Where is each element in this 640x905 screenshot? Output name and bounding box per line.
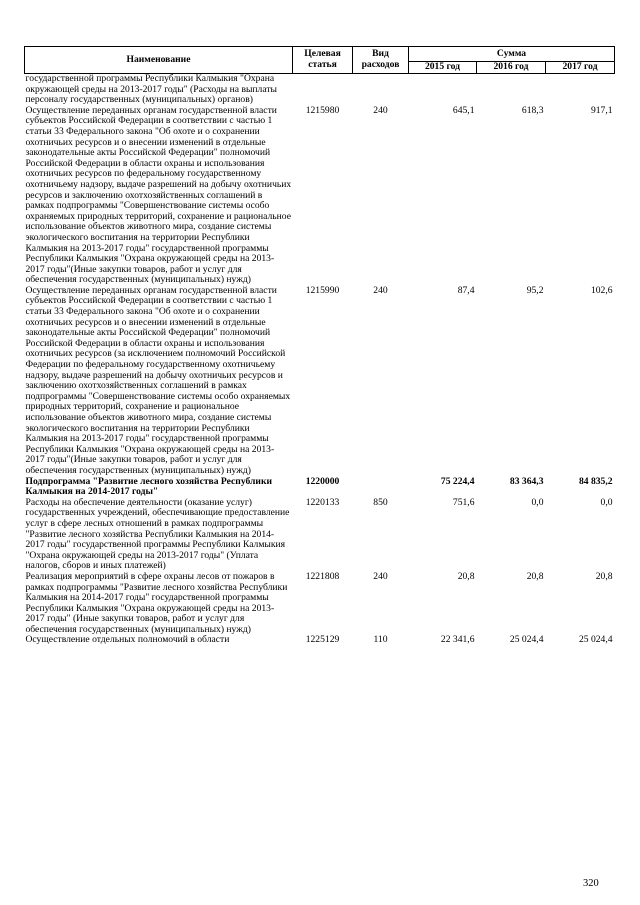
row-2015: 75 224,4	[440, 475, 475, 487]
row-2017: 25 024,4	[578, 634, 613, 646]
row-name: Подпрограмма "Развитие лесного хозяйства Республики Калмыкия на 2014-2017 годы"	[25, 475, 273, 498]
row-code: 1225129	[305, 634, 340, 646]
row-2017	[546, 74, 615, 106]
row-code: 1220000	[305, 475, 340, 487]
header-vid-line1: Вид	[372, 48, 389, 60]
header-code-line2: статья	[308, 59, 337, 70]
row-2016: 0,0	[531, 496, 544, 508]
row-name: Реализация мероприятий в сфере охраны лесов от пожаров в рамках подпрограммы "Развитие лесного хозяйства Республики Калмыкия на 2014-2017 годы" государственной программы Республики Калмыкия "Охрана окружающей среды на 2013-2017 годы" (Иные закупки товаров, работ и услуг для обеспечения государственных (муниципальных) нужд)	[25, 570, 288, 635]
table-row	[25, 106, 615, 286]
row-name: Осуществление отдельных полномочий в области	[25, 634, 230, 646]
row-2015: 22 341,6	[440, 634, 475, 646]
row-code: 1220133	[305, 496, 340, 508]
row-vid	[353, 477, 409, 498]
row-2015: 87,4	[457, 284, 475, 296]
header-2016: 2016 год	[477, 62, 546, 74]
row-name: Осуществление переданных органам государственной власти субъектов Российской Федерации в соответствии с частью 1 статьи 33 Федерального закона "Об охоте и о сохранении охотничьих ресурсов и о внесении изменений в отдельные законодательные акты Российской Федерации" полномочий Российской Федерации в области охраны и использования охотничьих ресурсов (за исключением полномочий Российской Федерации по федеральному государственному охотничьему надзору, выдаче разрешений на добычу охотничьих ресурсов и заключению охотхозяйственных соглашений в рамках подпрограммы "Совершенствование системы особо охраняемых природных территорий, сохранение и рациональное использование объектов животного мира, создание системы экологического воспитания на территории Республики Калмыкия на 2013-2017 годы" государственной программы Республики Калмыкия "Охрана окружающей среды на 2013-2017 годы"(Иные закупки товаров, работ и услуг для обеспечения государственных (муниципальных) нужд)	[25, 284, 291, 476]
row-code: 1221808	[305, 570, 340, 582]
row-code	[293, 74, 353, 106]
budget-table	[24, 46, 615, 646]
table-row	[25, 477, 615, 498]
page-number: 320	[583, 878, 599, 889]
row-vid: 850	[373, 496, 388, 508]
row-2016: 25 024,4	[509, 634, 544, 646]
row-2015: 645,1	[452, 104, 475, 116]
header-vid-line2: расходов	[361, 59, 400, 70]
row-vid: 240	[373, 284, 388, 296]
row-code: 1215990	[305, 284, 340, 296]
row-name: Осуществление переданных органам государственной власти субъектов Российской Федерации в соответствии с частью 1 статьи 33 Федерального закона "Об охоте и о сохранении охотничьих ресурсов и о внесении изменений в отдельные законодательные акты Российской Федерации" полномочий Российской Федерации в области охраны и использования охотничьих ресурсов по федеральному государственному охотничьему надзору, выдаче разрешений на добычу охотничьих ресурсов и заключению охотхозяйственных соглашений в рамках подпрограммы "Совершенствование системы особо охраняемых природных территорий, сохранение и рациональное использование объектов животного мира, создание системы экологического воспитания на территории Республики Калмыкия на 2013-2017 годы" государственной программы Республики Калмыкия "Охрана окружающей среды на 2013-2017 годы"(Иные закупки товаров, работ и услуг для обеспечения государственных (муниципальных) нужд)	[25, 104, 292, 286]
row-2016: 83 364,3	[509, 475, 544, 487]
row-vid	[353, 74, 409, 106]
row-2016: 20,8	[526, 570, 544, 582]
header-vid	[353, 47, 409, 74]
header-sum: Сумма	[409, 47, 615, 62]
row-2017: 84 835,2	[578, 475, 613, 487]
row-2016: 95,2	[526, 284, 544, 296]
header-code	[293, 47, 353, 74]
row-2016	[477, 74, 546, 106]
row-2017: 20,8	[595, 570, 613, 582]
table-row	[25, 498, 615, 572]
row-2015: 751,6	[452, 496, 475, 508]
row-code: 1215980	[305, 104, 340, 116]
header-code-line1: Целевая	[304, 48, 341, 60]
table-row	[25, 572, 615, 636]
table-row	[25, 74, 615, 106]
row-name: государственной программы Республики Калмыкия "Охрана окружающей среды на 2013-2017 годы" (Расходы на выплаты персоналу государственных (муниципальных) органов)	[25, 73, 277, 106]
row-vid: 240	[373, 104, 388, 116]
row-2015	[409, 74, 477, 106]
row-vid: 110	[373, 634, 388, 646]
row-name: Расходы на обеспечение деятельности (оказание услуг) государственных учреждений, обеспечивающие предоставление услуг в сфере лесных отношений в рамках подпрограммы "Развитие лесного хозяйства Республики Калмыкия на 2014-2017 годы" государственной программы Республики Калмыкия "Охрана окружающей среды на 2013-2017 годы" (Уплата налогов, сборов и иных платежей)	[25, 496, 290, 572]
row-2017: 102,6	[590, 284, 613, 296]
header-name: Наименование	[25, 47, 293, 74]
row-2015: 20,8	[457, 570, 475, 582]
row-vid: 240	[373, 570, 388, 582]
row-2017: 917,1	[590, 104, 613, 116]
row-2017: 0,0	[600, 496, 613, 508]
row-2016: 618,3	[521, 104, 544, 116]
header-2015: 2015 год	[409, 62, 477, 74]
table-body	[25, 74, 615, 647]
table-row	[25, 635, 615, 646]
table-row	[25, 286, 615, 477]
header-2017: 2017 год	[546, 62, 615, 74]
